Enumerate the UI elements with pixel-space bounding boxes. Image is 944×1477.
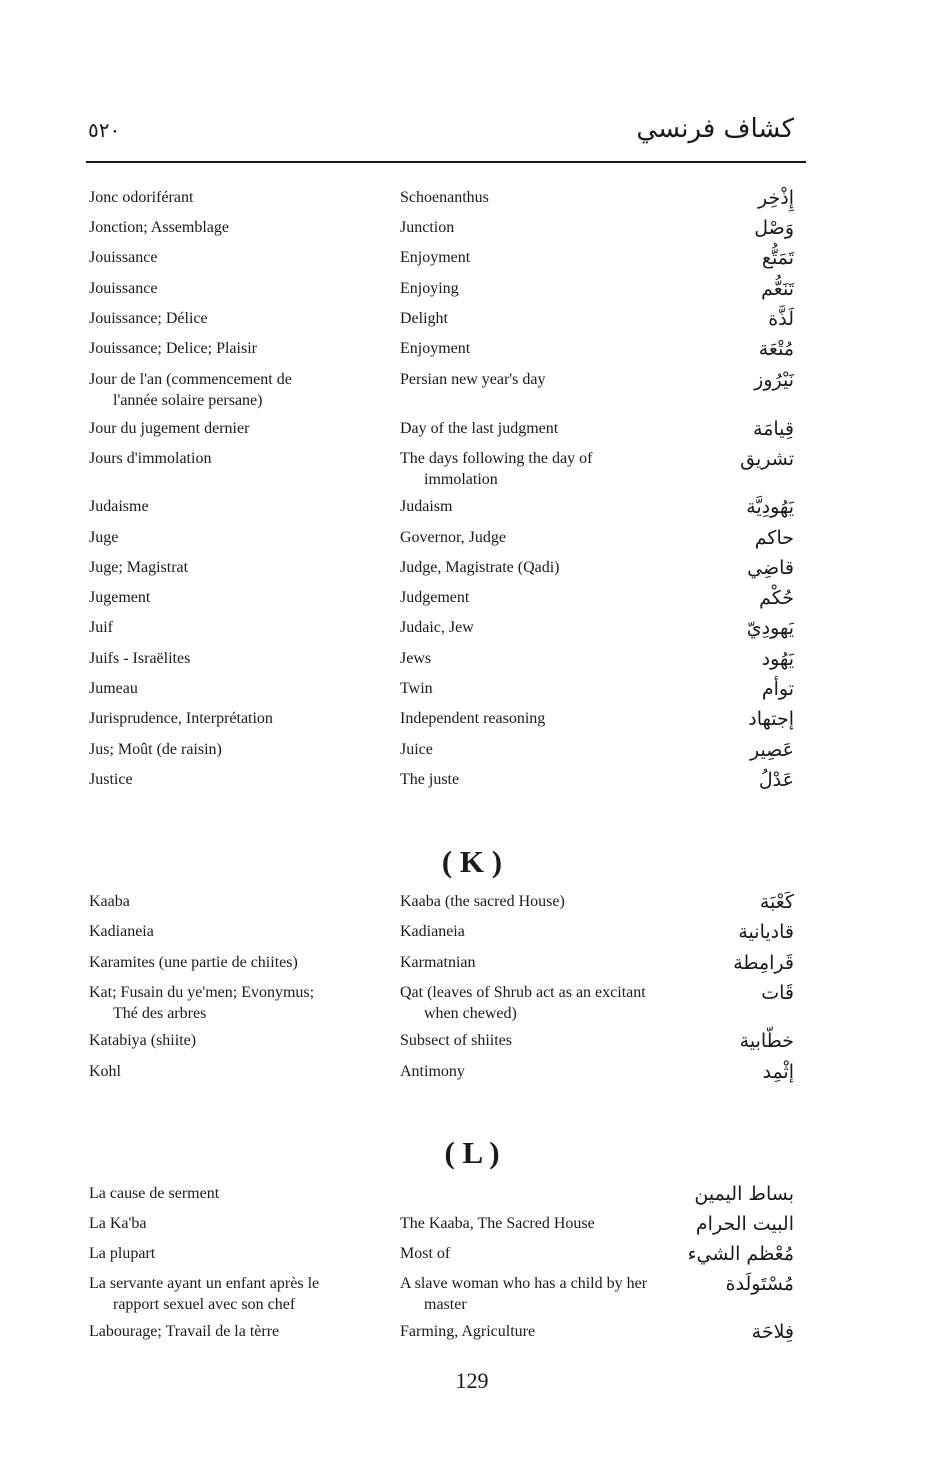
french-term: Jugement <box>89 589 151 606</box>
french-term: Jumeau <box>89 680 138 697</box>
french-term: Labourage; Travail de la tèrre <box>89 1323 280 1340</box>
arabic-term: تشريق <box>740 448 794 470</box>
english-term: Farming, Agriculture <box>400 1323 536 1340</box>
arabic-term: توأم <box>761 678 794 700</box>
english-term: Kaaba (the sacred House) <box>400 893 565 910</box>
english-term: Judaic, Jew <box>400 619 474 636</box>
french-term: Judaisme <box>89 498 149 515</box>
french-term-line1: La servante ayant un enfant après le <box>89 1275 320 1292</box>
arabic-term: لَذَّة <box>768 308 794 330</box>
french-term-line2: l'année solaire persane) <box>113 392 263 409</box>
french-term: Juifs - Israëlites <box>89 650 191 667</box>
arabic-term: يَهُودِيَّة <box>746 496 794 518</box>
french-term: Juge <box>89 529 119 546</box>
french-term <box>89 982 369 1024</box>
french-term: La Ka'ba <box>89 1215 147 1232</box>
french-term: Jonction; Assemblage <box>89 219 229 236</box>
french-term: Kaaba <box>89 893 130 910</box>
english-term-line1: The days following the day of <box>400 450 593 467</box>
arabic-term: قَات <box>761 982 794 1004</box>
english-term: Delight <box>400 310 448 327</box>
english-term: The Kaaba, The Sacred House <box>400 1215 595 1232</box>
arabic-term: عَدْلُ <box>758 769 794 791</box>
french-term <box>89 1273 369 1315</box>
french-term <box>89 369 369 411</box>
arabic-term: البيت الحرام <box>695 1213 794 1235</box>
french-term: Jours d'immolation <box>89 450 212 467</box>
french-term: Jour du jugement dernier <box>89 420 250 437</box>
french-term: Jus; Moût (de raisin) <box>89 741 222 758</box>
french-term: Juif <box>89 619 113 636</box>
english-term: Judge, Magistrate (Qadi) <box>400 559 560 576</box>
english-term-line2: when chewed) <box>424 1005 517 1022</box>
section-heading-k: ( K ) <box>441 844 503 879</box>
arabic-term: إجتهاد <box>748 708 794 730</box>
english-term: Enjoying <box>400 280 459 297</box>
french-term: Jurisprudence, Interprétation <box>89 710 273 727</box>
arabic-term: قاضِي <box>747 557 794 579</box>
header-rule <box>86 161 806 163</box>
french-term: Katabiya (shiite) <box>89 1032 197 1049</box>
arabic-term: قِيامَة <box>753 418 794 440</box>
english-term: Kadianeia <box>400 923 465 940</box>
arabic-term: فِلاحَة <box>751 1321 794 1343</box>
arabic-term: بساط اليمين <box>694 1183 794 1205</box>
english-term: Judaism <box>400 498 453 515</box>
french-term-line1: Jour de l'an (commencement de <box>89 371 292 388</box>
page-title: كشاف فرنسي <box>636 114 794 144</box>
arabic-term: مُسْتَولَدة <box>725 1273 794 1295</box>
arabic-term: نَيْرُوز <box>754 369 794 391</box>
english-term: Juice <box>400 741 433 758</box>
english-term-line1: A slave woman who has a child by her <box>400 1275 648 1292</box>
english-term: Karmatnian <box>400 954 476 971</box>
french-term: Jouissance; Delice; Plaisir <box>89 340 257 357</box>
french-term: Juge; Magistrat <box>89 559 189 576</box>
english-term: Enjoyment <box>400 340 471 357</box>
arabic-term: مُعْظم الشيء <box>687 1243 794 1265</box>
english-term: Independent reasoning <box>400 710 546 727</box>
arabic-term: إِذْخِر <box>758 187 794 209</box>
french-term: Kohl <box>89 1063 121 1080</box>
english-term: The juste <box>400 771 460 788</box>
french-term-line2: Thé des arbres <box>113 1005 207 1022</box>
french-term: Jouissance <box>89 249 158 266</box>
arabic-page-number: ٥٢٠ <box>88 118 121 142</box>
arabic-term: كَعْبَة <box>759 891 794 913</box>
arabic-term: يَهودِيّ <box>746 617 794 639</box>
arabic-term: عَصِير <box>749 739 794 761</box>
french-term: Jonc odoriférant <box>89 189 194 206</box>
arabic-term: قاديانية <box>738 921 794 943</box>
english-term: Governor, Judge <box>400 529 506 546</box>
english-term-line2: master <box>424 1296 467 1313</box>
french-term: Karamites (une partie de chiites) <box>89 954 298 971</box>
page-number: 129 <box>455 1368 489 1393</box>
arabic-term: مُتْعَة <box>758 338 794 360</box>
english-term: Junction <box>400 219 455 236</box>
arabic-term: حُكْم <box>759 587 794 609</box>
arabic-term: حاكم <box>754 527 794 549</box>
french-term: Jouissance <box>89 280 158 297</box>
english-term-line1: Qat (leaves of Shrub act as an excitant <box>400 984 646 1001</box>
english-term: Most of <box>400 1245 451 1262</box>
arabic-term: قَرامِطة <box>733 952 794 974</box>
english-term: Enjoyment <box>400 249 471 266</box>
french-term-line2: rapport sexuel avec son chef <box>113 1296 296 1313</box>
english-term: Day of the last judgment <box>400 420 559 437</box>
section-heading-l: ( L ) <box>444 1135 500 1170</box>
arabic-term: خطّابية <box>739 1030 794 1052</box>
french-term: Jouissance; Délice <box>89 310 208 327</box>
french-term: Justice <box>89 771 133 788</box>
arabic-term: تَنَعُّم <box>761 278 794 300</box>
arabic-term: إثْمِد <box>762 1061 794 1083</box>
english-term: Persian new year's day <box>400 371 546 388</box>
english-term: Jews <box>400 650 432 667</box>
french-term: La cause de serment <box>89 1185 220 1202</box>
french-term-line1: Kat; Fusain du ye'men; Evonymus; <box>89 984 315 1001</box>
arabic-term: يَهُود <box>761 648 794 670</box>
arabic-term: وَصْل <box>754 217 794 239</box>
english-term-line2: immolation <box>424 471 498 488</box>
french-term: Kadianeia <box>89 923 154 940</box>
english-term: Subsect of shiites <box>400 1032 512 1049</box>
arabic-term: تَمَتُّع <box>761 247 794 269</box>
english-term: Twin <box>400 680 433 697</box>
english-term: Judgement <box>400 589 470 606</box>
english-term: Schoenanthus <box>400 189 489 206</box>
english-term: Antimony <box>400 1063 465 1080</box>
french-term: La plupart <box>89 1245 156 1262</box>
